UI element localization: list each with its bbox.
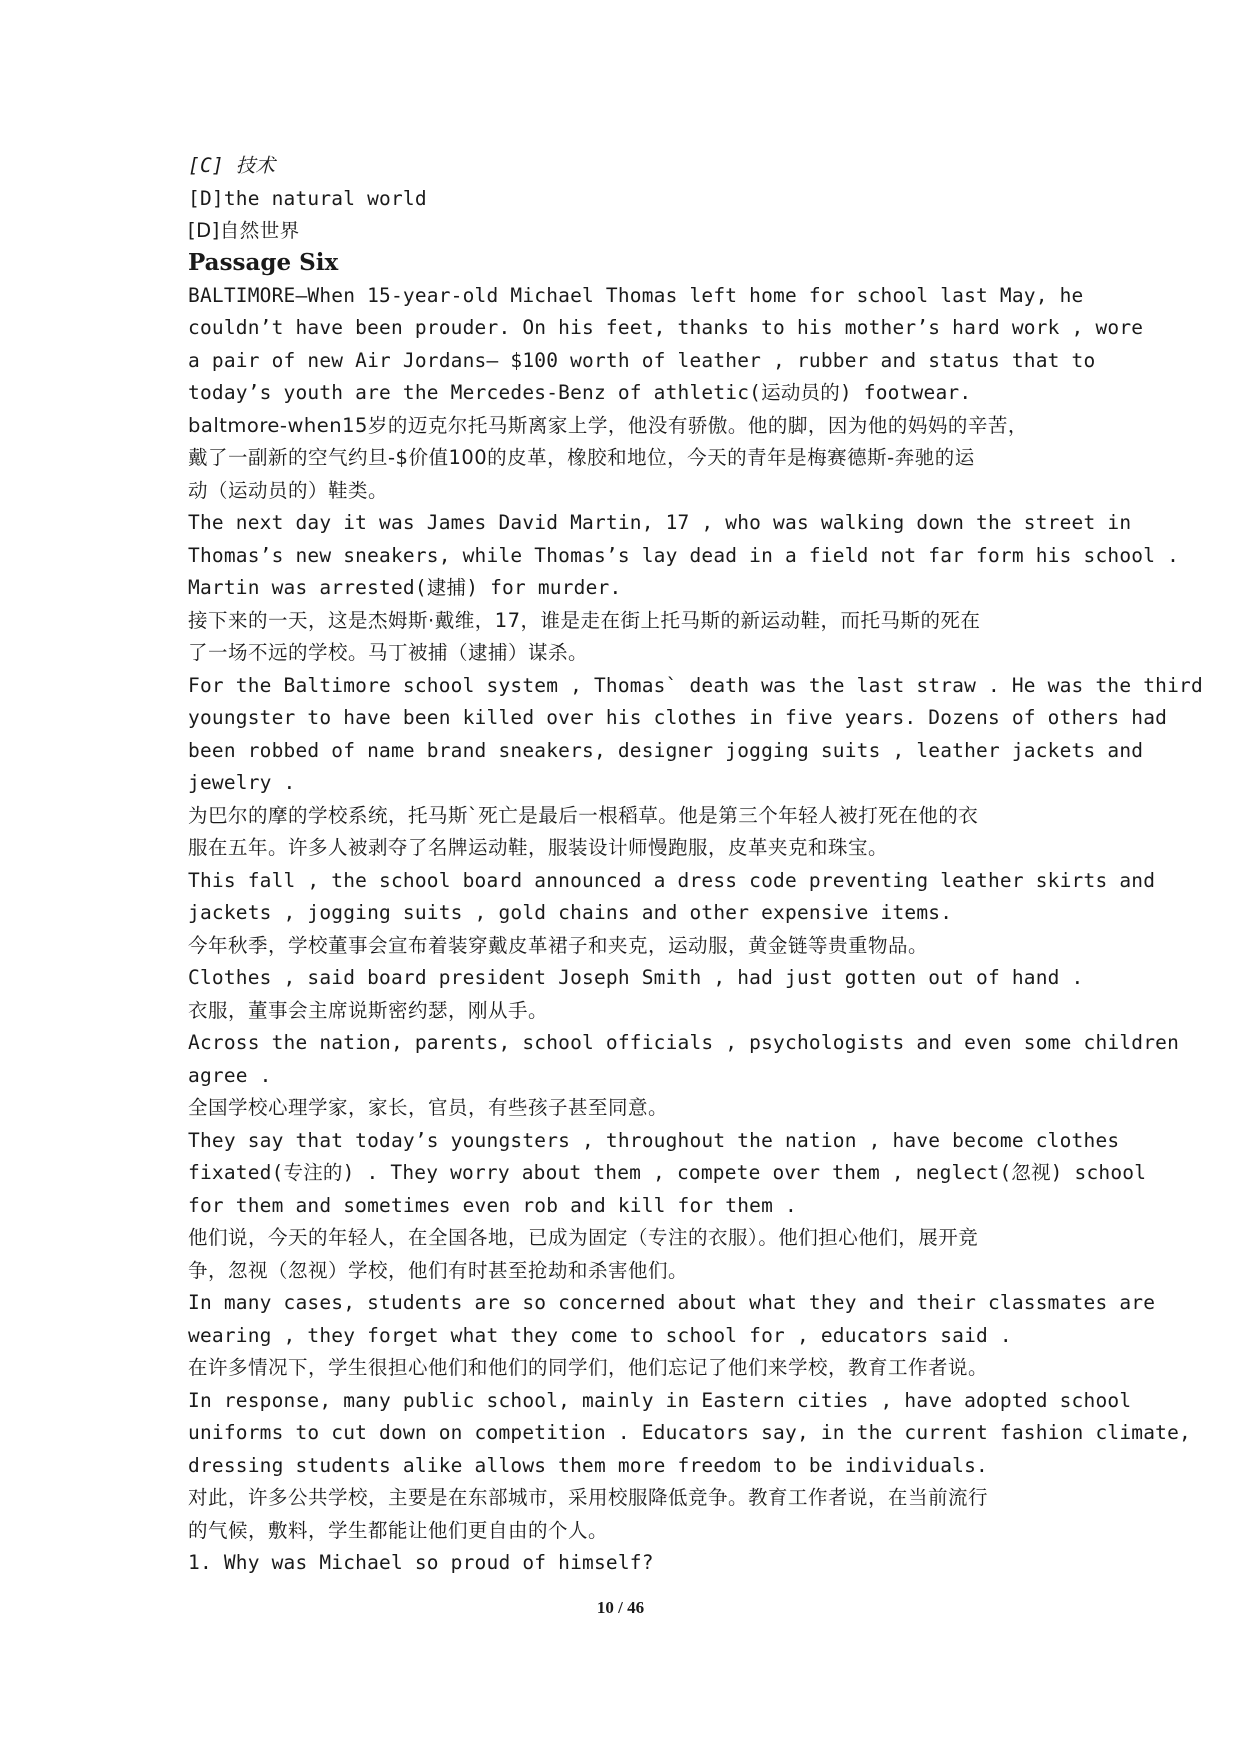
text-line: For the Baltimore school system , Thomas` death was the last straw . He was the third [188,673,1203,697]
text-line: 服在五年。许多人被剥夺了名牌运动鞋，服装设计师慢跑服，皮革夹克和珠宝。 [188,836,889,859]
text-line: dressing students alike allows them more freedom to be individuals. [188,1453,988,1477]
text-line: jackets , jogging suits , gold chains and other expensive items. [188,901,953,924]
text-line: Martin was arrested(逮捕) for murder. [188,576,622,599]
text-line: 衣服，董事会主席说斯密约瑟，刚从手。 [188,998,549,1022]
document-page [188,150,1203,1580]
page-number: 10 / 46 [596,1598,645,1617]
text-line: They say that today’s youngsters , throughout the nation , have become clothes [188,1128,1120,1152]
text-line: couldn’t have been prouder. On his feet, thanks to his mother’s hard work , wore [188,316,1144,339]
text-line: In response, many public school, mainly in Eastern cities , have adopted school [188,1388,1132,1412]
text-line: 接下来的一天，这是杰姆斯·戴维，17，谁是走在街上托马斯的新运动鞋，而托马斯的死在 [188,608,981,632]
text-line: youngster to have been killed over his clothes in five years. Dozens of others had [188,706,1168,729]
text-line: 的气候，敷料，学生都能让他们更自由的个人。 [188,1518,609,1542]
text-line: 全国学校心理学家，家长，官员，有些孩子甚至同意。 [188,1096,669,1119]
text-line: fixated(专注的) . They worry about them , compete over them , neglect(忽视) school [188,1161,1147,1184]
text-line: uniforms to cut down on competition . Educators say, in the current fashion climate, [188,1421,1191,1444]
text-line: 戴了一副新的空气约旦-$价值100的皮革，橡胶和地位，今天的青年是梅赛德斯-奔驰的运 [188,446,975,469]
text-line: This fall , the school board announced a dress code preventing leather skirts and [188,868,1156,892]
text-line: today’s youth are the Mercedes-Benz of athletic(运动员的) footwear. [188,381,972,404]
text-line: 动（运动员的）鞋类。 [188,478,389,502]
text-line: Clothes , said board president Joseph Smith , had just gotten out of hand . [188,966,1084,989]
text-line: been robbed of name brand sneakers, designer jogging suits , leather jackets and [188,738,1144,762]
question-line: 1. Why was Michael so proud of himself? [188,1551,654,1574]
text-line: [C] 技术 [188,154,276,177]
text-line: In many cases, students are so concerned about what they and their classmates are [188,1291,1156,1314]
text-line: BALTIMORE—When 15-year-old Michael Thomas left home for school last May, he [188,283,1084,307]
text-line: jewelry . [188,771,296,794]
text-line: The next day it was James David Martin, 17 , who was walking down the street in [188,511,1132,534]
text-line: 在许多情况下，学生很担心他们和他们的同学们，他们忘记了他们来学校，教育工作者说。 [188,1356,989,1379]
text-line: 他们说，今天的年轻人，在全国各地，已成为固定（专注的衣服）。他们担心他们，展开竞 [188,1226,979,1249]
text-line: 为巴尔的摩的学校系统，托马斯`死亡是最后一根稻草。他是第三个年轻人被打死在他的衣 [188,803,979,827]
text-line: Thomas’s new sneakers, while Thomas’s lay dead in a field not far form his school . [188,543,1180,567]
text-line: Across the nation, parents, school officials , psychologists and even some children [188,1031,1180,1054]
text-line: for them and sometimes even rob and kill for them . [188,1193,797,1217]
text-line: wearing , they forget what they come to school for , educators said . [188,1323,1012,1347]
text-line: 今年秋季，学校董事会宣布着装穿戴皮革裙子和夹克，运动服，黄金链等贵重物品。 [188,933,929,957]
text-line: 对此，许多公共学校，主要是在东部城市，采用校服降低竞争。教育工作者说，在当前流行 [188,1486,989,1509]
text-line: [D]自然世界 [188,219,300,242]
text-line: agree . [188,1063,272,1087]
text-line: baltmore-when15岁的迈克尔托马斯离家上学，他没有骄傲。他的脚，因为他的妈妈的辛苦， [188,413,1028,437]
passage-heading: Passage Six [188,248,339,276]
text-line: a pair of new Air Jordans— $100 worth of leather , rubber and status that to [188,348,1096,372]
text-line: 了一场不远的学校。马丁被捕（逮捕）谋杀。 [188,641,589,664]
text-line: 争，忽视（忽视）学校，他们有时甚至抢劫和杀害他们。 [188,1258,689,1282]
text-line: [D]the natural world [188,186,427,210]
